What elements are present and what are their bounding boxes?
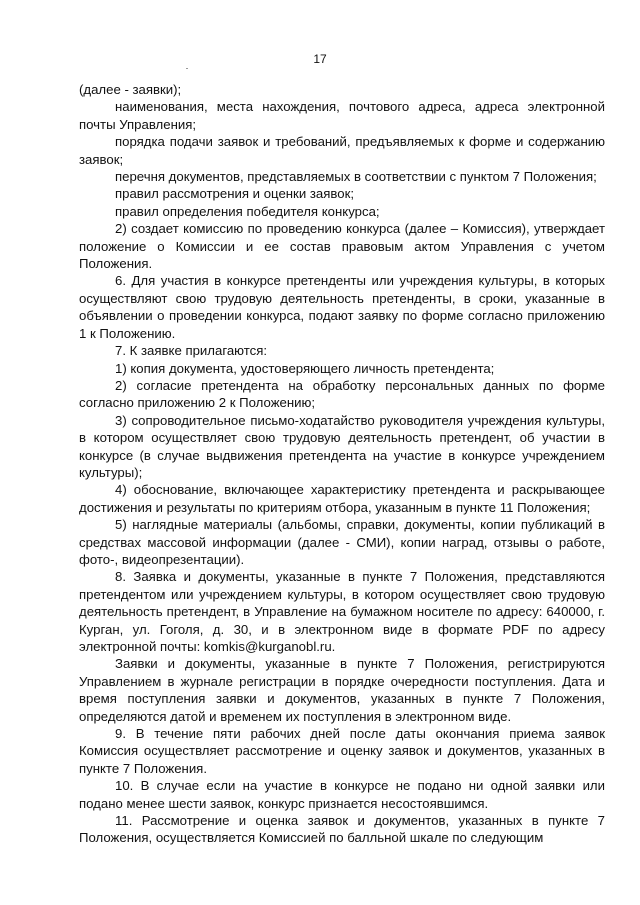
paragraph: 8. Заявка и документы, указанные в пункте 7 Положения, представляются претендентом или учреждением культуры, в котором осуществляет свою трудовую деятельность претендент, в Управление на бумажном носителе по адресу: 640000, г. Курган, ул. Гоголя, д. 30, и в электронном виде в формате PDF по адресу электронной почты: komkis@kurganobl.ru.: [79, 569, 605, 654]
document-body: [79, 81, 605, 847]
paragraph: правил рассмотрения и оценки заявок;: [115, 186, 355, 202]
paragraph: Заявки и документы, указанные в пункте 7 Положения, регистрируются Управлением в журнале регистрации в порядке очередности поступления. Дата и время поступления заявки и документов, указанных в пункте 7 Положения, определяются датой и временем их поступления в электронном виде.: [79, 656, 605, 724]
paragraph: 11. Рассмотрение и оценка заявок и документов, указанных в пункте 7 Положения, осуществляется Комиссией по балльной шкале по следующим: [79, 813, 605, 846]
paragraph: 1) копия документа, удостоверяющего личность претендента;: [115, 360, 495, 376]
paragraph: перечня документов, представляемых в соответствии с пунктом 7 Положения;: [115, 169, 597, 185]
paragraph: правил определения победителя конкурса;: [115, 203, 380, 219]
paragraph: 3) сопроводительное письмо-ходатайство руководителя учреждения культуры, в котором осуществляет свою трудовую деятельность претендент, об участии в конкурсе (в случае выдвижения претендента на участие в конкурсе учреждением культуры);: [79, 412, 605, 480]
paragraph: 4) обоснование, включающее характеристику претендента и раскрывающее достижения и результаты по критериям отбора, указанным в пункте 11 Положения;: [79, 482, 605, 515]
paragraph: 10. В случае если на участие в конкурсе не подано ни одной заявки или подано менее шести заявок, конкурс признается несостоявшимся.: [79, 778, 605, 811]
paragraph: 6. Для участия в конкурсе претенденты или учреждения культуры, в которых осуществляют свою трудовую деятельность претенденты, в сроки, указанные в объявлении о проведении конкурса, подают заявку по форме согласно приложению 1 к Положению.: [79, 273, 605, 341]
scan-speck: [186, 68, 188, 69]
paragraph: 9. В течение пяти рабочих дней после даты окончания приема заявок Комиссия осуществляет рассмотрение и оценку заявок и документов, указанных в пункте 7 Положения.: [79, 726, 605, 776]
paragraph: порядка подачи заявок и требований, предъявляемых к форме и содержанию заявок;: [79, 134, 605, 167]
paragraph-continuation: (далее - заявки);: [79, 82, 182, 97]
paragraph: 5) наглядные материалы (альбомы, справки, документы, копии публикаций в средствах массовой информации (далее - СМИ), копии наград, отзывы о работе, фото-, видеопрезентации).: [79, 517, 605, 567]
page-number: 17: [313, 52, 327, 66]
paragraph: 7. К заявке прилагаются:: [115, 343, 268, 359]
paragraph: наименования, места нахождения, почтового адреса, адреса электронной почты Управления;: [79, 99, 605, 132]
paragraph: 2) создает комиссию по проведению конкурса (далее – Комиссия), утверждает положение о Комиссии и ее состав правовым актом Управления с учетом Положения.: [79, 221, 605, 272]
paragraph: 2) согласие претендента на обработку персональных данных по форме согласно приложению 2 к Положению;: [79, 377, 605, 411]
